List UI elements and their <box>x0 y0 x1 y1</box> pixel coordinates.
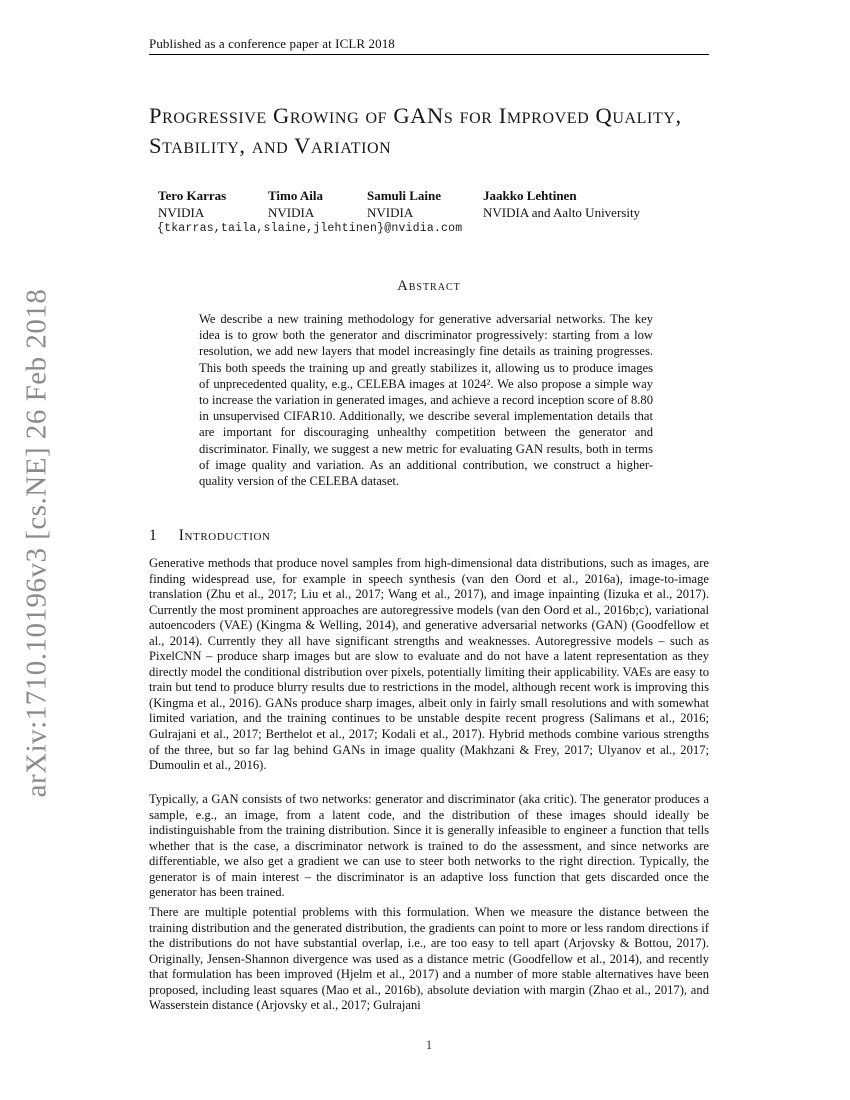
arxiv-watermark: arXiv:1710.10196v3 [cs.NE] 26 Feb 2018 <box>20 288 53 798</box>
author-3 <box>367 188 441 221</box>
section-title: Introduction <box>178 527 271 544</box>
page-number: 1 <box>425 1038 433 1052</box>
author-affiliation: NVIDIA <box>158 205 205 220</box>
intro-paragraph-3: There are multiple potential problems with this formulation. When we measure the distance between the training distribution and the generated distribution, the gradients can point to more or less random directions if the distributions do not have substantial overlap, i.e., are too easy to tell apart (Arjovsky & Bottou, 2017). Originally, Jensen-Shannon divergence was used as a distance metric (Goodfellow et al., 2014), and recently that formulation has been improved (Hjelm et al., 2017) and a number of more stable alternatives have been proposed, including least squares (Mao et al., 2016b), absolute deviation with margin (Zhao et al., 2017), and Wasserstein distance (Arjovsky et al., 2017; Gulrajani <box>149 905 709 1013</box>
intro-paragraph-1: Generative methods that produce novel samples from high-dimensional data distributions, such as images, are finding widespread use, for example in speech synthesis (van den Oord et al., 2016a), image-to-image translation (Zhu et al., 2017; Liu et al., 2017; Wang et al., 2017), and image inpainting (Iizuka et al., 2017). Currently the most prominent approaches are autoregressive models (van den Oord et al., 2016b;c), variational autoencoders (VAE) (Kingma & Welling, 2014), and generative adversarial networks (GAN) (Goodfellow et al., 2014). Currently they all have significant strengths and weaknesses. Autoregressive models – such as PixelCNN – produce sharp images but are slow to evaluate and do not have a latent representation as they directly model the conditional distribution over pixels, potentially limiting their applicability. VAEs are easy to train but tend to produce blurry results due to restrictions in the model, although recent work is improving this (Kingma et al., 2016). GANs produce sharp images, albeit only in fairly small resolutions and with somewhat limited variation, and the training continues to be unstable despite recent progress (Salimans et al., 2016; Gulrajani et al., 2017; Berthelot et al., 2017; Kodali et al., 2017). Hybrid methods combine various strengths of the three, but so far lag behind GANs in image quality (Makhzani & Frey, 2017; Ulyanov et al., 2017; Dumoulin et al., 2016). <box>149 556 709 773</box>
author-emails: {tkarras,taila,slaine,jlehtinen}@nvidia.com <box>157 222 463 235</box>
author-1 <box>158 188 226 221</box>
author-affiliation: NVIDIA <box>268 205 315 220</box>
abstract-text: We describe a new training methodology for generative adversarial networks. The key idea is to grow both the generator and discriminator progressively: starting from a low resolution, we add new layers that model increasingly fine details as training progresses. This both speeds the training up and greatly stabilizes it, allowing us to produce images of unprecedented quality, e.g., CELEBA images at 1024². We also propose a simple way to increase the variation in generated images, and achieve a record inception score of 8.80 in unsupervised CIFAR10. Additionally, we describe several implementation details that are important for discouraging unhealthy competition between the generator and discriminator. Finally, we suggest a new metric for evaluating GAN results, both in terms of image quality and variation. As an additional contribution, we construct a higher-quality version of the CELEBA dataset. <box>199 312 653 489</box>
author-name: Samuli Laine <box>367 188 442 203</box>
author-4 <box>483 188 640 221</box>
author-name: Timo Aila <box>268 188 324 203</box>
author-name: Tero Karras <box>158 188 227 203</box>
author-2 <box>268 188 323 221</box>
intro-paragraph-2: Typically, a GAN consists of two networks: generator and discriminator (aka critic). The generator produces a sample, e.g., an image, from a latent code, and the distribution of these images should ideally be indistinguishable from the training distribution. Since it is generally infeasible to engineer a function that tells whether that is the case, a discriminator network is trained to do the assessment, and since networks are differentiable, we also get a gradient we can use to steer both networks to the right direction. Typically, the generator is of main interest – the discriminator is an adaptive loss function that gets discarded once the generator has been trained. <box>149 792 709 900</box>
section-heading-introduction <box>149 527 271 545</box>
header-rule <box>149 54 709 55</box>
abstract-heading: Abstract <box>397 278 461 294</box>
author-name: Jaakko Lehtinen <box>483 188 577 203</box>
running-head: Published as a conference paper at ICLR 2018 <box>149 36 395 51</box>
author-affiliation: NVIDIA and Aalto University <box>483 205 641 220</box>
author-affiliation: NVIDIA <box>367 205 414 220</box>
section-number: 1 <box>149 527 157 544</box>
paper-title: Progressive Growing of GANs for Improved Quality, Stability, and Variation <box>149 103 682 158</box>
author-block <box>0 188 850 222</box>
